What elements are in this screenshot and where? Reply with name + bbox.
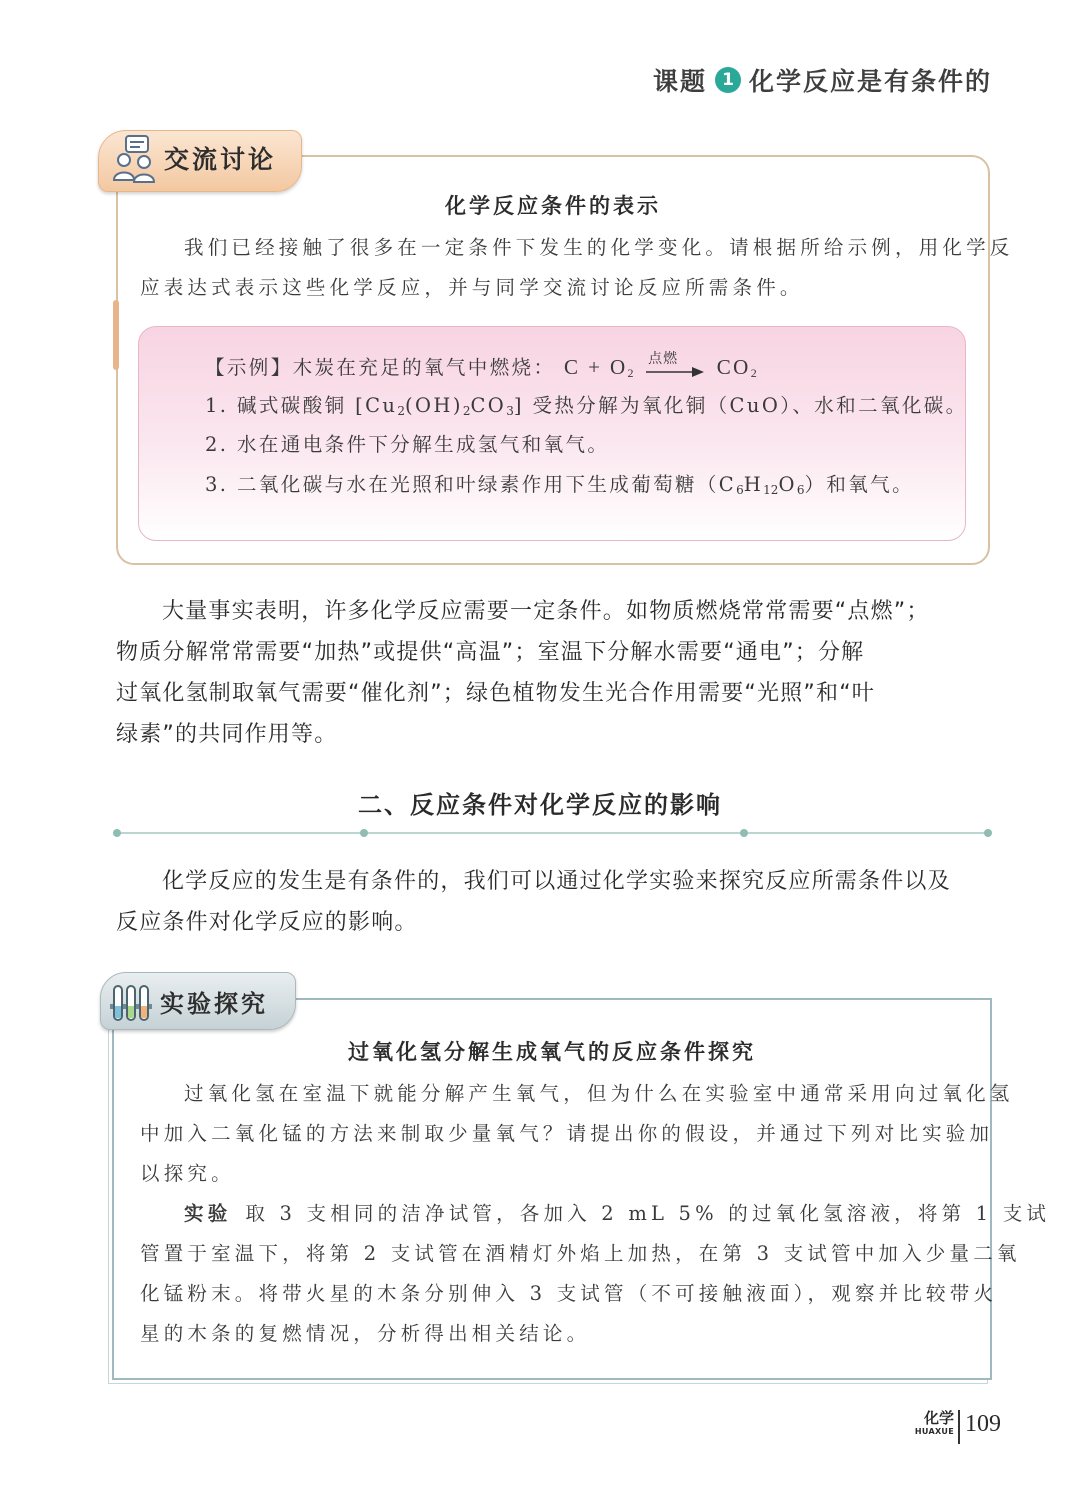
experiment-para-2-line-3: 化锰粉末。将带火星的木条分别伸入 3 支试管（不可接触液面），观察并比较带火 xyxy=(140,1282,998,1305)
chapter-number-badge: 1 xyxy=(715,67,741,93)
body-paragraph-1-line-2: 物质分解常常需要“加热”或提供“高温”；室温下分解水需要“通电”；分解 xyxy=(116,640,865,665)
chapter-title: 化学反应是有条件的 xyxy=(748,67,992,96)
experiment-title: 过氧化氢分解生成氧气的反应条件探究 xyxy=(348,1040,756,1064)
arrow-icon xyxy=(646,366,704,378)
example-line xyxy=(205,352,757,388)
section-rule xyxy=(116,832,990,834)
body-paragraph-1-line-1: 大量事实表明，许多化学反应需要一定条件。如物质燃烧常常需要“点燃”； xyxy=(162,599,930,624)
section-rule-dot-mid-left xyxy=(360,829,368,837)
body-paragraph-1-line-3: 过氧化氢制取氧气需要“催化剂”；绿色植物发生光合作用需要“光照”和“叶 xyxy=(116,681,875,706)
equation-reactants: $C + O_2$ xyxy=(564,355,634,380)
people-discussion-icon xyxy=(112,134,160,186)
chapter-label: 课题 xyxy=(652,67,707,96)
experiment-para-2-line-2: 管置于室温下，将第 2 支试管在酒精灯外焰上加热，在第 3 支试管中加入少量二氧 xyxy=(140,1242,1021,1265)
experiment-para-2-line-1: 实验 取 3 支相同的洁净试管，各加入 2 mL 5% 的过氧化氢溶液，将第 1 支试 xyxy=(184,1202,1051,1225)
footer-subject-name: 化学 xyxy=(923,1409,954,1427)
reaction-condition: 点燃 xyxy=(648,350,679,367)
experiment-para-2-line-4: 星的木条的复燃情况，分析得出相关结论。 xyxy=(140,1322,591,1345)
example-item-2: 2. 水在通电条件下分解生成氢气和氧气。 xyxy=(205,433,610,456)
experiment-label: 实验 xyxy=(184,1202,232,1225)
experiment-tab-label: 实验探究 xyxy=(160,990,268,1018)
example-item-3: 3. 二氧化碳与水在光照和叶绿素作用下生成葡萄糖$(C_6H_{12}O_6)$和氧气。 xyxy=(205,473,914,497)
section-title: 二、反应条件对化学反应的影响 xyxy=(358,791,722,819)
section-rule-dot-left xyxy=(113,829,121,837)
footer-subject xyxy=(914,1410,954,1437)
body-paragraph-2-line-2: 反应条件对化学反应的影响。 xyxy=(116,910,418,935)
discussion-intro-line-2: 应表达式表示这些化学反应，并与同学交流讨论反应所需条件。 xyxy=(140,276,804,299)
body-paragraph-2-line-1: 化学反应的发生是有条件的，我们可以通过化学实验来探究反应所需条件以及 xyxy=(162,869,951,894)
running-header xyxy=(653,58,992,102)
equation-product: $CO_2$ xyxy=(716,355,757,380)
footer-subject-pinyin: HUAXUE xyxy=(914,1427,954,1436)
example-item-1: 1. 碱式碳酸铜 $[Cu_2(OH)_2CO_3]$ 受热分解为氧化铜（CuO）、水和二氧化碳。 xyxy=(205,394,968,418)
example-prefix: 【示例】木炭在充足的氧气中燃烧： xyxy=(205,356,556,379)
body-paragraph-1-line-4: 绿素”的共同作用等。 xyxy=(116,722,338,747)
page-number: 109 xyxy=(965,1411,1001,1437)
discussion-title: 化学反应条件的表示 xyxy=(445,194,661,218)
reaction-arrow xyxy=(646,350,704,379)
discussion-tab-label: 交流讨论 xyxy=(164,145,277,174)
footer-divider xyxy=(958,1410,960,1444)
discussion-edge-accent xyxy=(113,300,119,370)
section-rule-dot-right xyxy=(984,829,992,837)
discussion-intro-line-1: 我们已经接触了很多在一定条件下发生的化学变化。请根据所给示例，用化学反 xyxy=(184,236,1014,259)
experiment-para-1-line-2: 中加入二氧化锰的方法来制取少量氧气？请提出你的假设，并通过下列对比实验加 xyxy=(140,1122,994,1145)
test-tubes-icon xyxy=(108,982,154,1026)
experiment-para-1-line-1: 过氧化氢在室温下就能分解产生氧气，但为什么在实验室中通常采用向过氧化氢 xyxy=(184,1082,1014,1105)
experiment-para-1-line-3: 以探究。 xyxy=(140,1162,235,1185)
section-rule-dot-mid-right xyxy=(740,829,748,837)
